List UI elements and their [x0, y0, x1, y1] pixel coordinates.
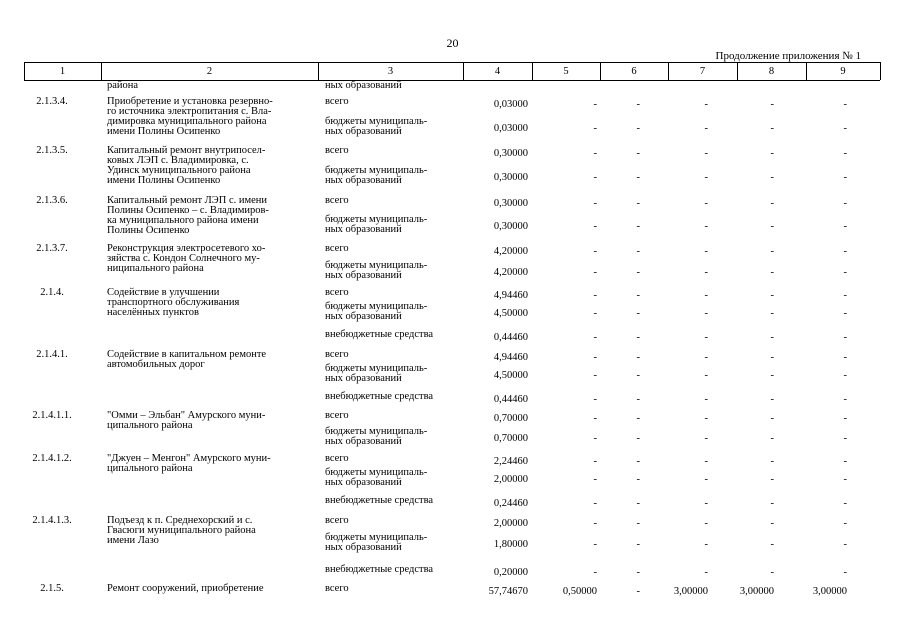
value-c7: - [704, 518, 708, 529]
value-c6: - [636, 267, 640, 278]
value-c5: 0,50000 [562, 586, 597, 597]
value-c4: 0,30000 [493, 172, 528, 183]
row-name-line: Полины Осипенко – с. Владимиров- [107, 205, 269, 216]
source-label: ных образований [325, 175, 402, 186]
value-c6: - [636, 308, 640, 319]
value-c6: - [636, 498, 640, 509]
source-label: бюджеты муниципаль- [325, 467, 428, 478]
value-c8: - [770, 290, 774, 301]
value-c4: 2,24460 [493, 456, 528, 467]
row-name-line: ципального района [107, 463, 193, 474]
source-label: ных образований [325, 373, 402, 384]
row-code: 2.1.4.1.1. [32, 410, 72, 421]
value-c5: - [593, 99, 597, 110]
source-label: бюджеты муниципаль- [325, 426, 428, 437]
row-name-line: транспортного обслуживания [107, 297, 240, 308]
value-c7: - [704, 148, 708, 159]
header-cell: 6 [631, 66, 637, 77]
value-c7: - [704, 123, 708, 134]
value-c8: - [770, 332, 774, 343]
header-divider [318, 62, 319, 80]
value-c9: - [843, 246, 847, 257]
value-c9: - [843, 394, 847, 405]
value-c5: - [593, 413, 597, 424]
value-c9: - [843, 99, 847, 110]
source-label: ных образований [325, 436, 402, 447]
value-c5: - [593, 498, 597, 509]
value-c7: - [704, 308, 708, 319]
value-c8: - [770, 352, 774, 363]
value-c4: 4,94460 [493, 290, 528, 301]
value-c6: - [636, 370, 640, 381]
row-name-line: Капитальный ремонт внутрипосел- [107, 145, 266, 156]
value-c6: - [636, 99, 640, 110]
value-c9: - [843, 456, 847, 467]
source-label: ных образований [325, 270, 402, 281]
row-name-line: Удинск муниципального района [107, 165, 251, 176]
header-cell: 5 [563, 66, 569, 77]
value-c8: - [770, 394, 774, 405]
carryover-name: района [107, 80, 139, 91]
value-c8: - [770, 413, 774, 424]
value-c6: - [636, 474, 640, 485]
value-c9: - [843, 123, 847, 134]
row-name-line: ципального района [107, 420, 193, 431]
row-code: 2.1.4.1.3. [32, 515, 72, 526]
value-c4: 0,30000 [493, 221, 528, 232]
value-c7: - [704, 267, 708, 278]
source-label: внебюджетные средства [325, 564, 434, 575]
value-c4: 0,30000 [493, 148, 528, 159]
value-c6: - [636, 539, 640, 550]
value-c4: 4,20000 [493, 267, 528, 278]
value-c7: - [704, 370, 708, 381]
value-c9: - [843, 290, 847, 301]
value-c9: - [843, 498, 847, 509]
source-label: бюджеты муниципаль- [325, 301, 428, 312]
source-label: бюджеты муниципаль- [325, 214, 428, 225]
value-c5: - [593, 123, 597, 134]
header-cell: 3 [387, 66, 394, 77]
row-code: 2.1.4.1. [36, 349, 68, 360]
value-c6: - [636, 352, 640, 363]
value-c7: - [704, 198, 708, 209]
value-c8: - [770, 99, 774, 110]
value-c8: - [770, 498, 774, 509]
row-code: 2.1.3.7. [36, 243, 68, 254]
value-c4: 0,70000 [493, 433, 528, 444]
header-divider [101, 62, 102, 80]
header-divider [668, 62, 669, 80]
value-c6: - [636, 172, 640, 183]
row-name-line: имени Лазо [107, 535, 159, 546]
value-c5: - [593, 172, 597, 183]
value-c6: - [636, 433, 640, 444]
value-c6: - [636, 221, 640, 232]
row-name-line: "Джуен – Менгон" Амурского муни- [107, 453, 271, 464]
value-c9: - [843, 567, 847, 578]
value-c6: - [636, 123, 640, 134]
row-name-line: Приобретение и установка резервно- [107, 96, 273, 107]
source-label: всего [325, 145, 349, 156]
header-cell: 7 [699, 66, 706, 77]
row-name-line: имени Полины Осипенко [107, 126, 221, 137]
value-c6: - [636, 198, 640, 209]
source-label: ных образований [325, 126, 402, 137]
header-divider [24, 62, 25, 80]
value-c9: - [843, 148, 847, 159]
value-c5: - [593, 567, 597, 578]
value-c5: - [593, 370, 597, 381]
source-label: всего [325, 410, 349, 421]
value-c8: - [770, 308, 774, 319]
header-cell: 2 [206, 66, 213, 77]
source-label: всего [325, 243, 349, 254]
source-label: всего [325, 583, 349, 594]
row-name-line: димировка муниципального района [107, 116, 267, 127]
value-c8: - [770, 539, 774, 550]
value-c7: - [704, 221, 708, 232]
source-label: всего [325, 453, 349, 464]
source-label: ных образований [325, 311, 402, 322]
row-code: 2.1.4. [40, 287, 64, 298]
value-c8: - [770, 123, 774, 134]
value-c9: - [843, 518, 847, 529]
value-c7: - [704, 394, 708, 405]
header-divider [463, 62, 464, 80]
value-c4: 4,50000 [493, 370, 528, 381]
value-c4: 0,70000 [493, 413, 528, 424]
source-label: внебюджетные средства [325, 495, 434, 506]
value-c7: 3,00000 [673, 586, 708, 597]
value-c6: - [636, 332, 640, 343]
value-c8: - [770, 518, 774, 529]
carryover-source: ных образований [325, 80, 402, 91]
value-c9: - [843, 267, 847, 278]
value-c5: - [593, 352, 597, 363]
continuation-caption: Продолжение приложения № 1 [715, 50, 861, 62]
source-label: всего [325, 349, 349, 360]
value-c7: - [704, 433, 708, 444]
value-c8: - [770, 198, 774, 209]
value-c4: 4,50000 [493, 308, 528, 319]
value-c6: - [636, 246, 640, 257]
value-c4: 0,44460 [493, 394, 528, 405]
row-name-line: "Омми – Эльбан" Амурского муни- [107, 410, 266, 421]
value-c9: - [843, 198, 847, 209]
value-c7: - [704, 474, 708, 485]
value-c7: - [704, 567, 708, 578]
value-c4: 0,30000 [493, 198, 528, 209]
value-c5: - [593, 394, 597, 405]
value-c4: 4,20000 [493, 246, 528, 257]
row-code: 2.1.5. [40, 583, 64, 594]
source-label: всего [325, 195, 349, 206]
value-c6: - [636, 586, 640, 597]
value-c9: - [843, 370, 847, 381]
row-name-line: имени Полины Осипенко [107, 175, 221, 186]
value-c9: - [843, 308, 847, 319]
value-c4: 0,03000 [493, 123, 528, 134]
header-divider [600, 62, 601, 80]
value-c7: - [704, 456, 708, 467]
value-c7: - [704, 246, 708, 257]
source-label: ных образований [325, 477, 402, 488]
source-label: ных образований [325, 224, 402, 235]
row-code: 2.1.3.5. [36, 145, 68, 156]
value-c9: - [843, 433, 847, 444]
source-label: бюджеты муниципаль- [325, 260, 428, 271]
header-divider [532, 62, 533, 80]
value-c5: - [593, 267, 597, 278]
value-c7: - [704, 539, 708, 550]
value-c8: - [770, 474, 774, 485]
row-code: 2.1.3.6. [36, 195, 68, 206]
value-c5: - [593, 221, 597, 232]
row-name-line: Содействие в капитальном ремонте [107, 349, 267, 360]
header-band [24, 62, 880, 81]
value-c7: - [704, 99, 708, 110]
value-c4: 2,00000 [493, 474, 528, 485]
source-label: всего [325, 515, 349, 526]
value-c5: - [593, 518, 597, 529]
value-c7: - [704, 172, 708, 183]
value-c4: 0,20000 [493, 567, 528, 578]
value-c6: - [636, 290, 640, 301]
source-label: бюджеты муниципаль- [325, 532, 428, 543]
value-c9: - [843, 172, 847, 183]
value-c8: 3,00000 [739, 586, 774, 597]
row-name-line: автомобильных дорог [107, 359, 205, 370]
row-name-line: ка муниципального района имени [107, 215, 259, 226]
value-c5: - [593, 198, 597, 209]
value-c4: 0,44460 [493, 332, 528, 343]
source-label: бюджеты муниципаль- [325, 363, 428, 374]
page-number: 20 [446, 36, 459, 50]
value-c5: - [593, 474, 597, 485]
source-label: всего [325, 96, 349, 107]
header-cell: 1 [59, 66, 66, 77]
source-label: ных образований [325, 542, 402, 553]
row-code: 2.1.4.1.2. [32, 453, 72, 464]
value-c9: 3,00000 [812, 586, 847, 597]
value-c9: - [843, 221, 847, 232]
row-name-line: зяйства с. Кондон Солнечного му- [107, 253, 260, 264]
row-name-line: го источника электропитания с. Вла- [107, 106, 272, 117]
value-c6: - [636, 413, 640, 424]
row-code: 2.1.3.4. [36, 96, 68, 107]
value-c5: - [593, 148, 597, 159]
value-c8: - [770, 172, 774, 183]
value-c4: 0,03000 [493, 99, 528, 110]
row-name-line: Ремонт сооружений, приобретение [107, 583, 264, 594]
row-name-line: Содействие в улучшении [107, 287, 220, 298]
value-c7: - [704, 332, 708, 343]
row-name-line: Гвасюги муниципального района [107, 525, 256, 536]
value-c8: - [770, 148, 774, 159]
value-c5: - [593, 290, 597, 301]
value-c8: - [770, 221, 774, 232]
source-label: бюджеты муниципаль- [325, 165, 428, 176]
value-c5: - [593, 308, 597, 319]
value-c8: - [770, 433, 774, 444]
header-divider [880, 62, 881, 80]
value-c4: 2,00000 [493, 518, 528, 529]
value-c4: 1,80000 [493, 539, 528, 550]
value-c4: 0,24460 [493, 498, 528, 509]
value-c6: - [636, 456, 640, 467]
row-name-line: населённых пунктов [107, 307, 199, 318]
header-cell: 4 [494, 66, 501, 77]
value-c8: - [770, 456, 774, 467]
value-c8: - [770, 246, 774, 257]
source-label: внебюджетные средства [325, 391, 434, 402]
value-c6: - [636, 518, 640, 529]
value-c7: - [704, 352, 708, 363]
source-label: бюджеты муниципаль- [325, 116, 428, 127]
value-c9: - [843, 539, 847, 550]
header-cell: 8 [768, 66, 775, 77]
row-name-line: Подъезд к п. Среднехорский и с. [107, 515, 253, 526]
value-c9: - [843, 413, 847, 424]
source-label: всего [325, 287, 349, 298]
value-c5: - [593, 456, 597, 467]
header-cell: 9 [840, 66, 846, 77]
value-c7: - [704, 413, 708, 424]
row-name-line: Реконструкция электросетевого хо- [107, 243, 266, 254]
row-name-line: Капитальный ремонт ЛЭП с. имени [107, 195, 268, 206]
value-c9: - [843, 474, 847, 485]
value-c5: - [593, 433, 597, 444]
value-c5: - [593, 246, 597, 257]
value-c8: - [770, 370, 774, 381]
row-name-line: Полины Осипенко [107, 225, 190, 236]
value-c5: - [593, 539, 597, 550]
header-divider [737, 62, 738, 80]
value-c4: 57,74670 [488, 586, 528, 597]
value-c6: - [636, 394, 640, 405]
value-c6: - [636, 567, 640, 578]
source-label: внебюджетные средства [325, 329, 434, 340]
value-c6: - [636, 148, 640, 159]
value-c5: - [593, 332, 597, 343]
value-c9: - [843, 352, 847, 363]
row-name-line: ковых ЛЭП с. Владимировка, с. [107, 155, 249, 166]
value-c8: - [770, 267, 774, 278]
value-c7: - [704, 498, 708, 509]
header-divider [806, 62, 807, 80]
value-c7: - [704, 290, 708, 301]
value-c8: - [770, 567, 774, 578]
value-c9: - [843, 332, 847, 343]
row-name-line: ниципального района [107, 263, 204, 274]
value-c4: 4,94460 [493, 352, 528, 363]
